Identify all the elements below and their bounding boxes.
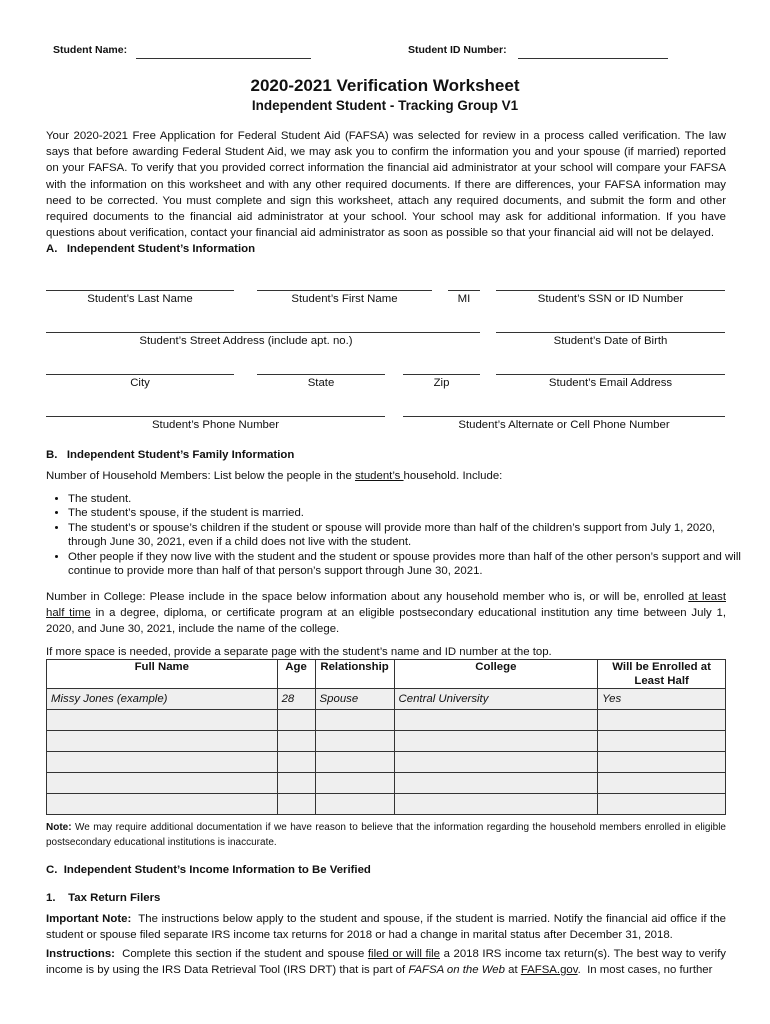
col-enrolled: Will be Enrolled at Least Half bbox=[598, 660, 726, 689]
household-intro-end: household. Include: bbox=[403, 470, 503, 482]
table-row bbox=[47, 689, 726, 710]
note-text: We may require additional documentation if we have reason to believe that the information regarding the household members enrolled in eligible postsecondary educational institutions is inaccurate. bbox=[46, 822, 726, 848]
dob-label: Student’s Date of Birth bbox=[553, 335, 668, 347]
important-note-paragraph bbox=[46, 912, 726, 944]
instructions-text: Complete this section if the student and spouse bbox=[114, 948, 368, 960]
instructions-text-4: . In most cases, no further bbox=[577, 963, 713, 976]
table-cell[interactable] bbox=[47, 752, 278, 773]
table-row bbox=[47, 731, 726, 752]
household-intro-underlined: student’s bbox=[354, 470, 404, 482]
table-cell[interactable] bbox=[47, 794, 278, 815]
first-name-field[interactable] bbox=[257, 290, 432, 291]
college-paragraph bbox=[46, 590, 726, 637]
col-age: Age bbox=[277, 660, 315, 689]
section-c-heading: C. Independent Student’s Income Information to Be Verified bbox=[46, 864, 371, 876]
table-cell[interactable] bbox=[47, 731, 278, 752]
table-row bbox=[47, 752, 726, 773]
table-cell[interactable] bbox=[47, 773, 278, 794]
table-cell[interactable] bbox=[277, 794, 315, 815]
city-field[interactable] bbox=[46, 374, 234, 375]
instructions-text-3: at bbox=[504, 963, 521, 976]
note-label: Note: bbox=[46, 822, 72, 833]
household-intro-text: Number of Household Members: List below the people in the bbox=[46, 470, 355, 482]
zip-label: Zip bbox=[433, 377, 450, 389]
phone-field[interactable] bbox=[46, 416, 385, 417]
alt-phone-label: Student’s Alternate or Cell Phone Number bbox=[458, 419, 670, 431]
table-cell[interactable] bbox=[394, 710, 598, 731]
household-table bbox=[46, 659, 726, 815]
last-name-field[interactable] bbox=[46, 290, 234, 291]
state-label: State bbox=[307, 377, 335, 389]
college-underlined: at least half time bbox=[46, 591, 726, 619]
college-text-end: in a degree, diploma, or certificate program at an eligible postsecondary educational institution any time between July 1, 2020, and June 30, 2021, include the name of the college. bbox=[46, 606, 726, 635]
ssn-field[interactable] bbox=[496, 290, 725, 291]
student-name-label: Student Name: bbox=[53, 44, 128, 56]
instructions-underlined: filed or will file bbox=[367, 948, 441, 960]
intro-paragraph: Your 2020-2021 Free Application for Federal Student Aid (FAFSA) was selected for review in a process called verification. The law says that before awarding Federal Student Aid, we may ask you to confirm the information you and your spouse (if married) reported on your FAFSA. To verify that you provided correct information the financial aid administrator at your school will compare your FAFSA with the information on this worksheet and with any other required documents. If there are differences, your FAFSA information may need to be corrected. You must complete and sign this worksheet, attach any required documents, and submit the form and other required documents to the financial aid administrator at your school. Your school may ask for additional information. If you have questions about verification, contact your financial aid administrator as soon as possible so that your financial aid will not be delayed. bbox=[46, 130, 726, 240]
ssn-label: Student’s SSN or ID Number bbox=[537, 293, 684, 305]
list-item: • The student’s or spouse’s children if the student or spouse will provide more than half of the children’s support from July 1, 2020, through June 30, 2021, even if a child does not live with the student. bbox=[68, 521, 748, 550]
college-text: Number in College: Please include in the space below information about any household member who is, or will be, enrolled bbox=[46, 591, 689, 603]
table-cell[interactable] bbox=[598, 752, 726, 773]
alt-phone-field[interactable] bbox=[403, 416, 725, 417]
table-cell[interactable] bbox=[47, 710, 278, 731]
email-label: Student’s Email Address bbox=[548, 377, 673, 389]
instructions-italic: FAFSA on the Web bbox=[408, 963, 505, 976]
list-item: • The student. bbox=[68, 492, 748, 506]
tax-return-filers-heading: 1. Tax Return Filers bbox=[46, 892, 161, 904]
table-cell[interactable] bbox=[394, 752, 598, 773]
note-paragraph bbox=[46, 820, 726, 850]
list-item: • Other people if they now live with the student and the student or spouse provides more than half of the other person’s support and will continue to provide more than half of that person’s support through June 30, 2021. bbox=[68, 550, 748, 579]
city-label: City bbox=[130, 377, 150, 389]
student-name-field[interactable] bbox=[136, 58, 311, 59]
table-cell[interactable] bbox=[598, 710, 726, 731]
page-title: 2020-2021 Verification Worksheet bbox=[250, 76, 520, 95]
table-cell[interactable]: Spouse bbox=[315, 689, 394, 710]
section-a-heading: A. Independent Student’s Information bbox=[46, 243, 256, 255]
table-cell[interactable]: Central University bbox=[394, 689, 598, 710]
instructions-label: Instructions: bbox=[46, 948, 115, 960]
table-cell[interactable] bbox=[394, 794, 598, 815]
table-cell[interactable] bbox=[315, 794, 394, 815]
important-label: Important Note: bbox=[46, 913, 132, 925]
col-relationship: Relationship bbox=[315, 660, 394, 689]
mi-label: MI bbox=[457, 293, 471, 305]
table-cell[interactable] bbox=[598, 794, 726, 815]
fafsa-link[interactable]: FAFSA.gov bbox=[520, 963, 578, 976]
table-row bbox=[47, 773, 726, 794]
table-cell[interactable] bbox=[277, 773, 315, 794]
table-cell[interactable] bbox=[277, 710, 315, 731]
first-name-label: Student’s First Name bbox=[291, 293, 398, 305]
table-cell[interactable]: 28 bbox=[277, 689, 315, 710]
table-header-row bbox=[47, 660, 726, 689]
table-cell[interactable] bbox=[277, 731, 315, 752]
section-b-heading: B. Independent Student’s Family Information bbox=[46, 449, 295, 461]
table-cell[interactable] bbox=[394, 731, 598, 752]
table-cell[interactable] bbox=[598, 773, 726, 794]
col-full-name: Full Name bbox=[47, 660, 278, 689]
table-cell[interactable] bbox=[277, 752, 315, 773]
table-cell[interactable]: Yes bbox=[598, 689, 726, 710]
student-id-field[interactable] bbox=[518, 58, 668, 59]
table-cell[interactable] bbox=[315, 731, 394, 752]
table-cell[interactable] bbox=[315, 773, 394, 794]
table-row bbox=[47, 710, 726, 731]
table-row bbox=[47, 794, 726, 815]
page-subtitle: Independent Student - Tracking Group V1 bbox=[251, 98, 519, 113]
zip-field[interactable] bbox=[403, 374, 480, 375]
dob-field[interactable] bbox=[496, 332, 725, 333]
instructions-paragraph bbox=[46, 947, 726, 979]
mi-field[interactable] bbox=[448, 290, 480, 291]
more-space-note: If more space is needed, provide a separate page with the student’s name and ID number at the top. bbox=[46, 646, 552, 658]
email-field[interactable] bbox=[496, 374, 725, 375]
list-item: • The student’s spouse, if the student is married. bbox=[68, 506, 748, 520]
col-college: College bbox=[394, 660, 598, 689]
household-intro bbox=[46, 470, 726, 482]
phone-label: Student’s Phone Number bbox=[151, 419, 280, 431]
important-text: The instructions below apply to the student and spouse, if the student is married. Notify the financial aid office if the student or spouse filed separate IRS income tax returns for 2018 or had a change in marital status after December 31, 2018. bbox=[46, 913, 726, 941]
household-bullet-list bbox=[46, 492, 748, 578]
street-field[interactable] bbox=[46, 332, 480, 333]
last-name-label: Student’s Last Name bbox=[87, 293, 193, 305]
table-cell[interactable] bbox=[394, 773, 598, 794]
state-field[interactable] bbox=[257, 374, 385, 375]
instructions-text-2: a 2018 IRS income tax return(s). The best way to verify income is by using the IRS Data Retrieval Tool (IRS DRT) that is part of bbox=[46, 948, 726, 976]
street-label: Student’s Street Address (include apt. no.) bbox=[139, 335, 353, 347]
table-cell[interactable] bbox=[315, 710, 394, 731]
table-cell[interactable] bbox=[598, 731, 726, 752]
table-cell[interactable] bbox=[315, 752, 394, 773]
student-id-label: Student ID Number: bbox=[408, 44, 507, 56]
table-cell[interactable]: Missy Jones (example) bbox=[47, 689, 278, 710]
